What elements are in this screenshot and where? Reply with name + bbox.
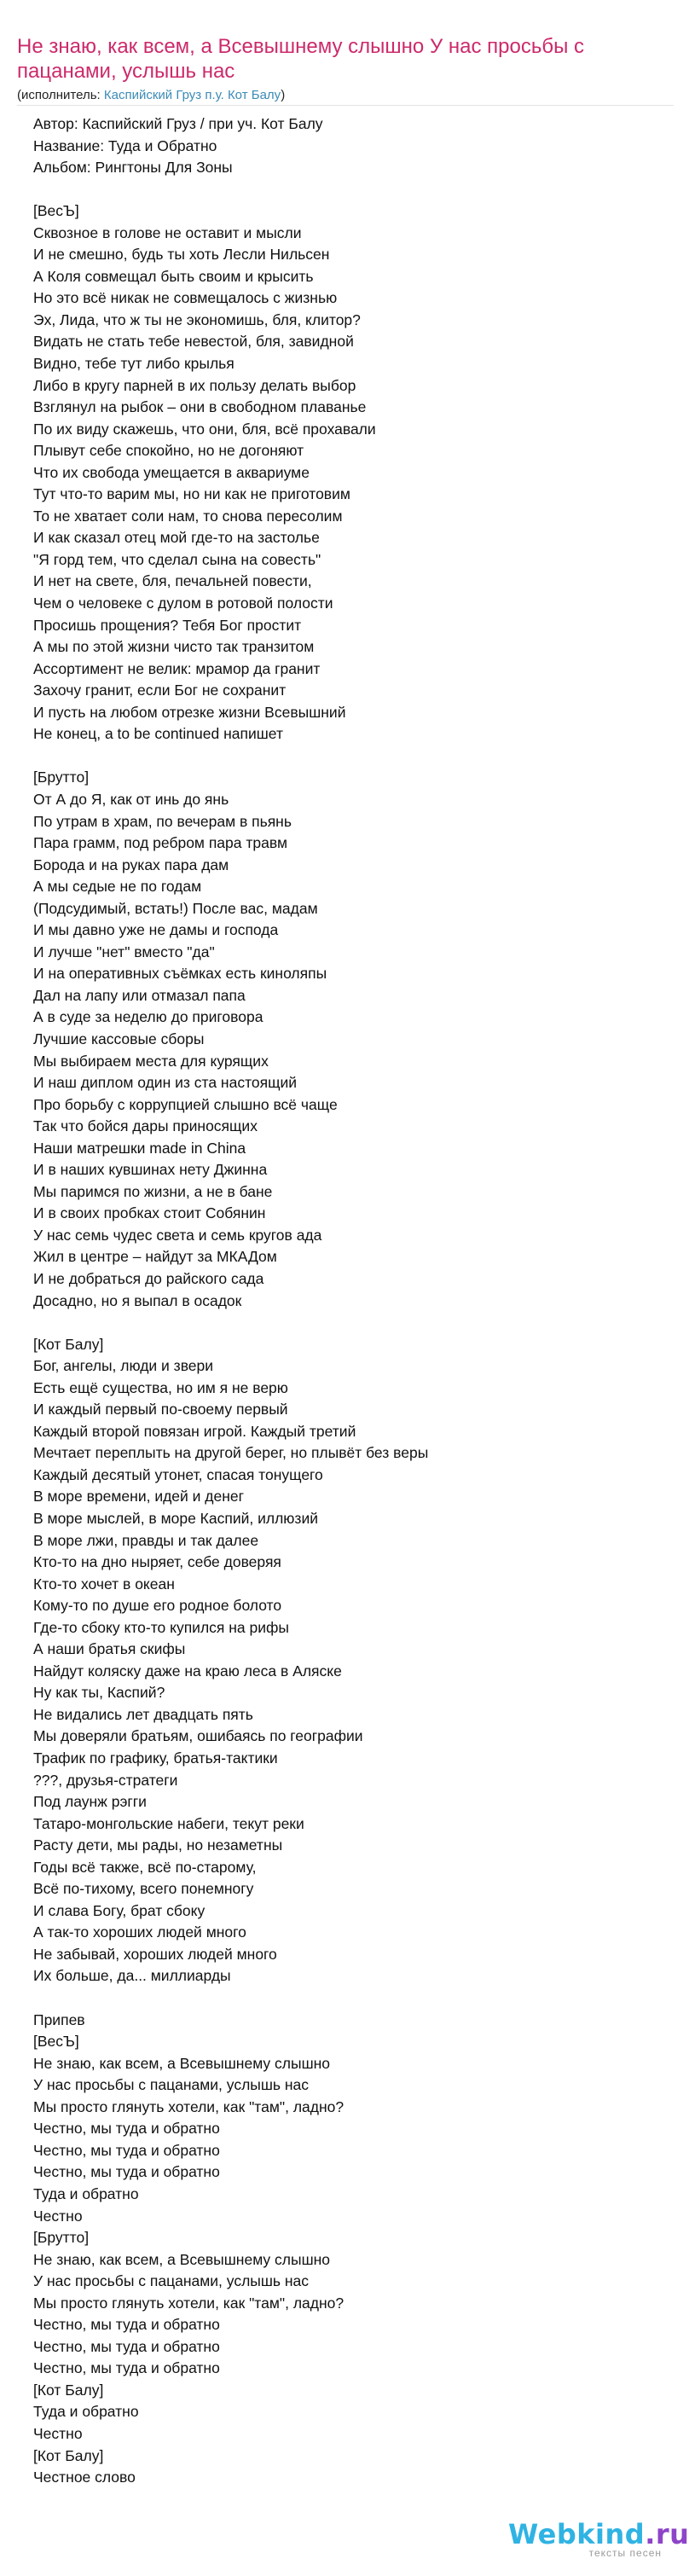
lyric-line: В море лжи, правды и так далее <box>33 1531 259 1549</box>
lyric-line: Трафик по графику, братья-тактики <box>33 1749 278 1767</box>
lyric-line: И мы давно уже не дамы и господа <box>33 921 279 939</box>
lyric-line: Взглянул на рыбок – они в свободном плаванье <box>33 398 367 416</box>
lyric-line: [Брутто] <box>33 2229 90 2247</box>
lyric-line: Видно, тебе тут либо крылья <box>33 355 234 373</box>
lyric-line: Где-то сбоку кто-то купился на рифы <box>33 1618 290 1636</box>
lyric-line: Не конец, а to be continued напишет <box>33 725 283 743</box>
lyric-line: Есть ещё существа, но им я не верю <box>33 1378 288 1396</box>
lyric-line: И лучше "нет" вместо "да" <box>33 943 215 960</box>
lyric-line: Честное слово <box>33 2469 136 2486</box>
lyric-line: Мы паримся по жизни, а не в бане <box>33 1182 273 1200</box>
lyric-line: Татаро-монгольские набеги, текут реки <box>33 1814 304 1832</box>
lyric-line: Тут что-то варим мы, но ни как не приготовим <box>33 485 350 503</box>
lyric-line: Ассортимент не велик: мрамор да гранит <box>33 659 321 677</box>
lyric-line: Честно, мы туда и обратно <box>33 2316 220 2334</box>
lyric-line: В море мыслей, в море Каспий, иллюзий <box>33 1510 319 1527</box>
lyric-line: Автор: Каспийский Груз / при уч. Кот Балу <box>33 115 323 132</box>
lyrics-block <box>33 113 669 2489</box>
lyric-line: Мы доверяли братьям, ошибаясь по географии <box>33 1727 363 1745</box>
lyric-line: Просишь прощения? Тебя Бог простит <box>33 616 302 634</box>
logo-wordmark <box>508 2518 689 2550</box>
lyric-line: Эх, Лида, что ж ты не экономишь, бля, клитор? <box>33 310 361 328</box>
lyric-line <box>33 1312 669 1334</box>
lyric-line: И наш диплом один из ста настоящий <box>33 1074 298 1092</box>
lyric-line: А в суде за неделю до приговора <box>33 1008 263 1026</box>
performer-link[interactable]: Каспийский Груз п.у. Кот Балу <box>103 88 281 102</box>
lyric-line: Альбом: Рингтоны Для Зоны <box>33 159 233 177</box>
lyric-line: Ну как ты, Каспий? <box>33 1684 165 1702</box>
lyric-line: Захочу гранит, если Бог не сохранит <box>33 682 287 699</box>
lyric-line: И на оперативных съёмках есть киноляпы <box>33 965 327 983</box>
lyric-line: А мы по этой жизни чисто так транзитом <box>33 638 315 656</box>
lyric-line: Туда и обратно <box>33 2403 139 2421</box>
lyric-line: [Кот Балу] <box>33 2381 104 2399</box>
lyric-line: Пара грамм, под ребром пара травм <box>33 834 287 852</box>
lyric-line: Так что бойся дары приносящих <box>33 1117 258 1135</box>
lyric-line: Туда и обратно <box>33 2184 139 2202</box>
lyric-line: Жил в центре – найдут за МКАДом <box>33 1248 277 1266</box>
lyric-line: От А до Я, как от инь до янь <box>33 790 229 808</box>
page-title: Не знаю, как всем, а Всевышнему слышно У нас просьбы с пацанами, услышь нас <box>17 35 584 83</box>
lyric-line: Наши матрешки made in China <box>33 1139 246 1157</box>
lyric-line: [ВесЪ] <box>33 202 79 220</box>
lyric-line <box>33 1987 669 2010</box>
lyric-line: Сквозное в голове не оставит и мысли <box>33 223 302 241</box>
song-header <box>17 0 669 103</box>
lyric-line: [Кот Балу] <box>33 2446 104 2464</box>
lyric-line: [ВесЪ] <box>33 2033 79 2051</box>
lyric-line: "Я горд тем, что сделал сына на совесть" <box>33 550 321 568</box>
lyric-line: Не знаю, как всем, а Всевышнему слышно <box>33 2250 331 2268</box>
lyric-line: И в своих пробках стоит Собянин <box>33 1204 266 1222</box>
lyric-line: Бог, ангелы, люди и звери <box>33 1357 214 1375</box>
lyric-line: Название: Туда и Обратно <box>33 136 217 154</box>
site-logo[interactable] <box>508 2518 689 2559</box>
lyric-line: В море времени, идей и денег <box>33 1488 245 1506</box>
lyric-line: Что их свобода умещается в аквариуме <box>33 463 310 481</box>
lyric-line: Не забывай, хороших людей много <box>33 1945 277 1963</box>
lyric-line: Расту дети, мы рады, но незаметны <box>33 1836 283 1854</box>
lyric-line: Честно, мы туда и обратно <box>33 2359 220 2377</box>
lyric-line: Каждый второй повязан игрой. Каждый третий <box>33 1422 356 1440</box>
lyric-line: Кому-то по душе его родное болото <box>33 1597 282 1615</box>
lyric-line: [Брутто] <box>33 769 90 786</box>
lyric-line: Найдут коляску даже на краю леса в Аляске <box>33 1662 342 1680</box>
lyric-line: У нас просьбы с пацанами, услышь нас <box>33 2272 310 2290</box>
lyric-line: По утрам в храм, по вечерам в пьянь <box>33 812 292 830</box>
lyric-line: Честно, мы туда и обратно <box>33 2141 220 2159</box>
lyric-line: И как сказал отец мой где-то на застолье <box>33 529 320 547</box>
lyric-line: А Коля совмещал быть своим и крысить <box>33 267 314 285</box>
lyric-line <box>33 746 669 768</box>
lyric-line: И не добраться до райского сада <box>33 1269 264 1287</box>
lyric-line: У нас семь чудес света и семь кругов ада <box>33 1226 322 1244</box>
lyric-line: Всё по-тихому, всего понемногу <box>33 1880 254 1898</box>
lyric-line: Их больше, да... миллиарды <box>33 1967 231 1985</box>
lyric-line: У нас просьбы с пацанами, услышь нас <box>33 2076 310 2094</box>
lyric-line: Честно, мы туда и обратно <box>33 2163 220 2181</box>
lyric-line: [Кот Балу] <box>33 1335 104 1353</box>
lyric-line: Честно <box>33 2424 83 2442</box>
performer-line <box>17 87 669 103</box>
lyric-line: А так-то хороших людей много <box>33 1923 246 1941</box>
lyric-line: И нет на свете, бля, печальней повести, <box>33 572 312 590</box>
lyric-line: Но это всё никак не совмещалось с жизнью <box>33 289 338 307</box>
lyric-line: И каждый первый по-своему первый <box>33 1401 288 1419</box>
performer-suffix: ) <box>281 88 286 102</box>
lyric-line: Мы просто глянуть хотели, как "там", ладно? <box>33 2097 344 2115</box>
lyric-line: Видать не стать тебе невестой, бля, завидной <box>33 333 354 351</box>
lyric-line: И не смешно, будь ты хоть Лесли Нильсен <box>33 246 330 264</box>
lyric-line: Честно, мы туда и обратно <box>33 2337 220 2355</box>
lyric-line: Кто-то на дно ныряет, себе доверяя <box>33 1553 281 1571</box>
lyric-line: (Подсудимый, встать!) После вас, мадам <box>33 899 318 917</box>
lyric-line: Лучшие кассовые сборы <box>33 1030 205 1047</box>
lyric-line: И пусть на любом отрезке жизни Всевышний <box>33 703 346 721</box>
lyric-line: Не видались лет двадцать пять <box>33 1705 253 1723</box>
header-divider <box>17 105 674 106</box>
lyric-line: То не хватает соли нам, то снова пересолим <box>33 507 343 525</box>
lyric-line: Кто-то хочет в океан <box>33 1575 175 1593</box>
lyric-line: Мы просто глянуть хотели, как "там", ладно? <box>33 2294 344 2312</box>
lyric-line: Честно, мы туда и обратно <box>33 2120 220 2138</box>
lyric-line: ???, друзья-стратеги <box>33 1771 178 1789</box>
lyric-line: Досадно, но я выпал в осадок <box>33 1291 242 1309</box>
lyric-line: Плывут себе спокойно, но не догоняют <box>33 442 304 460</box>
lyric-line: Мы выбираем места для курящих <box>33 1052 269 1070</box>
lyric-line: Чем о человеке с дулом в ротовой полости <box>33 595 333 612</box>
logo-part-a: Webkind <box>508 2518 646 2550</box>
lyric-line: По их виду скажешь, что они, бля, всё прохавали <box>33 420 376 438</box>
lyric-line: Припев <box>33 2010 85 2028</box>
lyric-line: Каждый десятый утонет, спасая тонущего <box>33 1465 323 1483</box>
lyric-line: Честно <box>33 2207 83 2225</box>
lyric-line: Дал на лапу или отмазал папа <box>33 986 246 1004</box>
performer-prefix: (исполнитель: <box>17 88 104 102</box>
logo-tagline: тексты песен <box>588 2547 662 2559</box>
lyric-line: Либо в кругу парней в их пользу делать выбор <box>33 376 356 394</box>
lyric-line: И слава Богу, брат сбоку <box>33 1901 206 1919</box>
lyric-line: И в наших кувшинах нету Джинна <box>33 1161 268 1179</box>
lyric-line <box>33 179 669 201</box>
lyric-line: А мы седые не по годам <box>33 878 202 896</box>
lyric-line: Под лаунж рэгги <box>33 1793 147 1811</box>
lyric-line: А наши братья скифы <box>33 1640 186 1658</box>
lyric-line: Не знаю, как всем, а Всевышнему слышно <box>33 2054 331 2072</box>
lyric-line: Про борьбу с коррупцией слышно всё чаще <box>33 1095 338 1113</box>
logo-part-b: .ru <box>645 2518 689 2550</box>
lyric-line: Мечтает переплыть на другой берег, но плывёт без веры <box>33 1444 429 1462</box>
lyric-line: Годы всё также, всё по-старому, <box>33 1858 257 1876</box>
lyric-line: Борода и на руках пара дам <box>33 856 229 873</box>
